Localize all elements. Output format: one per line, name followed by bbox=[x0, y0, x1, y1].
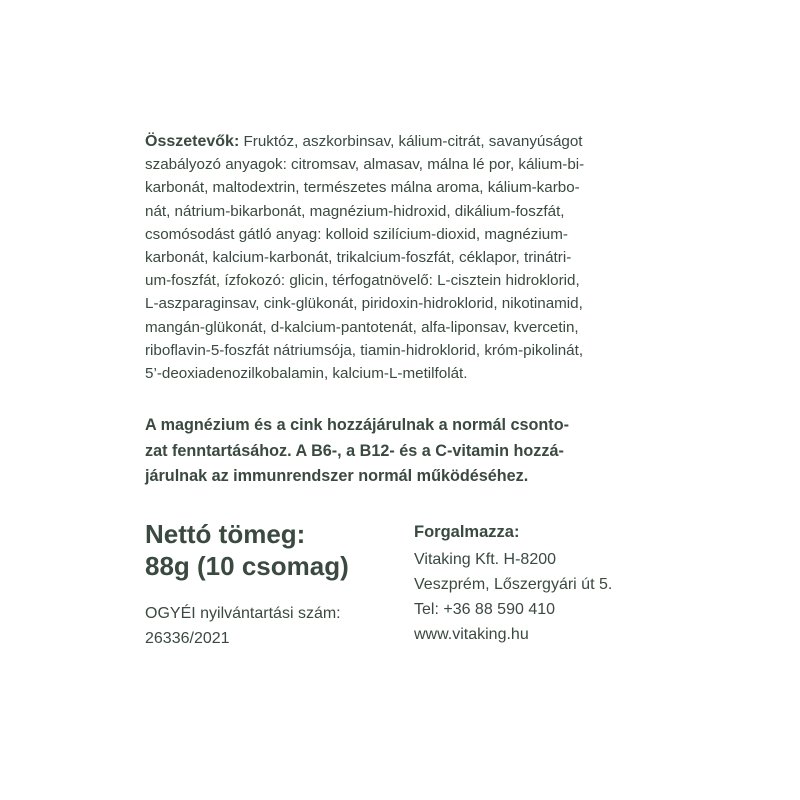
net-weight-block bbox=[145, 518, 349, 582]
ingredients-line: um-foszfát, ízfokozó: glicin, térfogatnövelő: L-cisztein hidroklorid, bbox=[145, 272, 580, 290]
ingredients-line: L-aszparaginsav, cink-glükonát, piridoxin-hidroklorid, nikotinamid, bbox=[145, 295, 583, 313]
health-claim-line: járulnak az immunrendszer normál működéséhez. bbox=[145, 467, 529, 485]
registration-block bbox=[145, 601, 341, 651]
distributor-website: www.vitaking.hu bbox=[414, 626, 529, 643]
health-claim-line: zat fenntartásához. A B6-, a B12- és a C-vitamin hozzá- bbox=[145, 441, 564, 460]
distributor-address: Veszprém, Lőszergyári út 5. bbox=[414, 576, 613, 593]
distributor-block bbox=[414, 520, 612, 647]
ingredients-line: karbonát, maltodextrin, természetes málna aroma, kálium-karbo- bbox=[145, 179, 580, 197]
registration-label: OGYÉI nyilvántartási szám: bbox=[145, 605, 341, 622]
ingredients-line-1 bbox=[145, 130, 685, 153]
registration-number: 26336/2021 bbox=[145, 630, 230, 647]
ingredients-line: riboflavin-5-foszfát nátriumsója, tiamin-hidroklorid, króm-pikolinát, bbox=[145, 341, 584, 359]
ingredients-line: nát, nátrium-bikarbonát, magnézium-hidroxid, dikálium-foszfát, bbox=[145, 202, 565, 220]
distributor-company: Vitaking Kft. H-8200 bbox=[414, 551, 557, 568]
distributor-phone: Tel: +36 88 590 410 bbox=[414, 601, 556, 618]
ingredients-line: csomósodást gátló anyag: kolloid szilícium-dioxid, magnézium- bbox=[145, 225, 568, 243]
health-claim-block bbox=[145, 413, 685, 490]
ingredients-line: 5’-deoxiadenozilkobalamin, kalcium-L-metilfolát. bbox=[145, 365, 468, 383]
ingredients-text: Fruktóz, aszkorbinsav, kálium-citrát, savanyúságot bbox=[239, 133, 583, 150]
distributor-heading: Forgalmazza: bbox=[414, 523, 520, 541]
ingredients-line: szabályozó anyagok: citromsav, almasav, málna lé por, kálium-bi- bbox=[145, 156, 585, 174]
ingredients-line: karbonát, kalcium-karbonát, trikalcium-foszfát, céklapor, trinátri- bbox=[145, 249, 572, 267]
health-claim-line: A magnézium és a cink hozzájárulnak a normál csonto- bbox=[145, 416, 569, 434]
net-weight-value: 88g (10 csomag) bbox=[145, 551, 349, 581]
ingredients-line: mangán-glükonát, d-kalcium-pantotenát, alfa-liponsav, kvercetin, bbox=[145, 318, 579, 336]
ingredients-label: Összetevők: bbox=[145, 133, 240, 150]
net-weight-label: Nettó tömeg: bbox=[145, 519, 306, 549]
ingredients-block bbox=[145, 130, 685, 385]
